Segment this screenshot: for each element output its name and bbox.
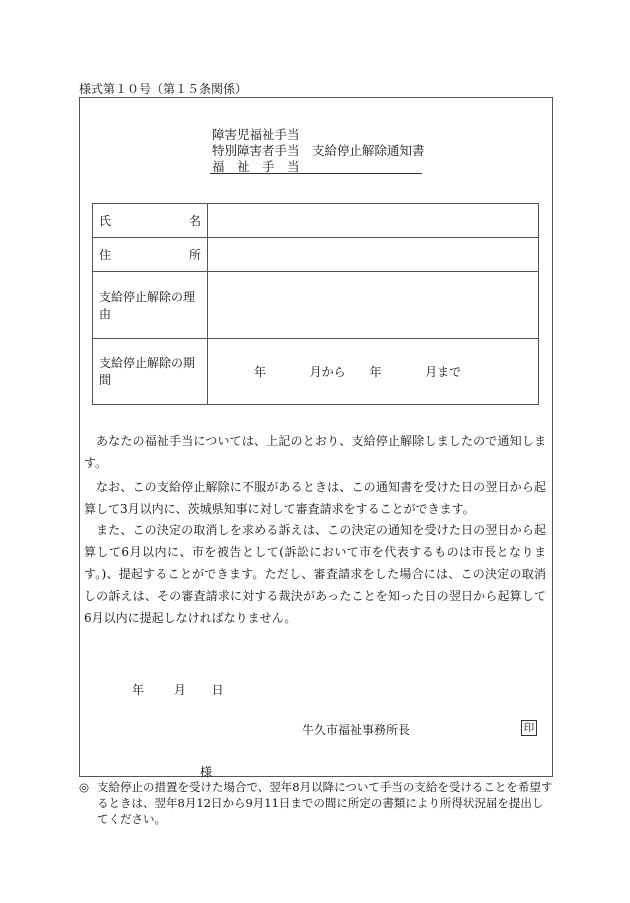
title-line-3: 福 祉 手 当 [212, 159, 300, 174]
period-label: 支給停止解除の期間 [93, 338, 208, 404]
issuer-name: 牛久市福祉事務所長 [302, 723, 411, 737]
table-row-address [93, 238, 539, 272]
address-label-b: 所 [188, 248, 201, 263]
period-year-1: 年 [254, 364, 267, 379]
period-from: 月から [309, 364, 346, 379]
date-year: 年 [132, 683, 145, 697]
period-year-2: 年 [369, 364, 382, 379]
name-label-b: 名 [188, 214, 201, 229]
date-month: 月 [173, 683, 186, 697]
period-to: 月まで [425, 364, 462, 379]
body-paragraph-2: なお、この支給停止解除に不服があるときは、この通知書を受けた日の翌日から起算して3月以内に、茨城県知事に対して審査請求をすることができます。 [84, 480, 546, 516]
title-line-1: 障害児福祉手当 [212, 127, 300, 142]
addressee-suffix: 様 [200, 765, 213, 779]
name-value-cell [208, 204, 539, 238]
info-table [92, 203, 539, 405]
body-paragraph-3: また、この決定の取消しを求める訴えは、この決定の通知を受けた日の翌日から起算して6月以内に、市を被告として(訴訟において市を代表するものは市長となります。)、提起することができます。ただし、審査請求をした場合には、この決定の取消しの訴えは、その審査請求に対する裁決があったことを知った日の翌日から起算して6月以内に提起しなければなりません。 [84, 523, 546, 625]
form-number: 様式第１０号（第１５条関係） [79, 82, 248, 96]
document-title [212, 127, 425, 175]
footnote [79, 779, 553, 827]
table-row-reason [93, 272, 539, 338]
address-label-a: 住 [99, 248, 112, 263]
seal-mark: 印 [521, 720, 537, 736]
note-text: 支給停止の措置を受けた場合で、翌年8月以降について手当の支給を受けることを希望するときは、翌年8月12日から9月11日までの間に所定の書類により所得状況届を提出してください。 [97, 780, 553, 826]
period-value-cell [208, 338, 539, 404]
table-row-period [93, 338, 539, 404]
name-label-a: 氏 [99, 214, 112, 229]
table-row-name [93, 204, 539, 238]
note-mark: ◎ [79, 780, 90, 794]
title-line-2: 特別障害者手当 支給停止解除通知書 [212, 143, 425, 158]
title-underline [210, 173, 422, 174]
body-paragraph-1: あなたの福祉手当については、上記のとおり、支給停止解除しましたので通知します。 [84, 434, 546, 470]
reason-value-cell [208, 272, 539, 338]
address-value-cell [208, 238, 539, 272]
date-day: 日 [211, 683, 224, 697]
issue-date [132, 681, 224, 698]
reason-label: 支給停止解除の理由 [93, 272, 208, 338]
